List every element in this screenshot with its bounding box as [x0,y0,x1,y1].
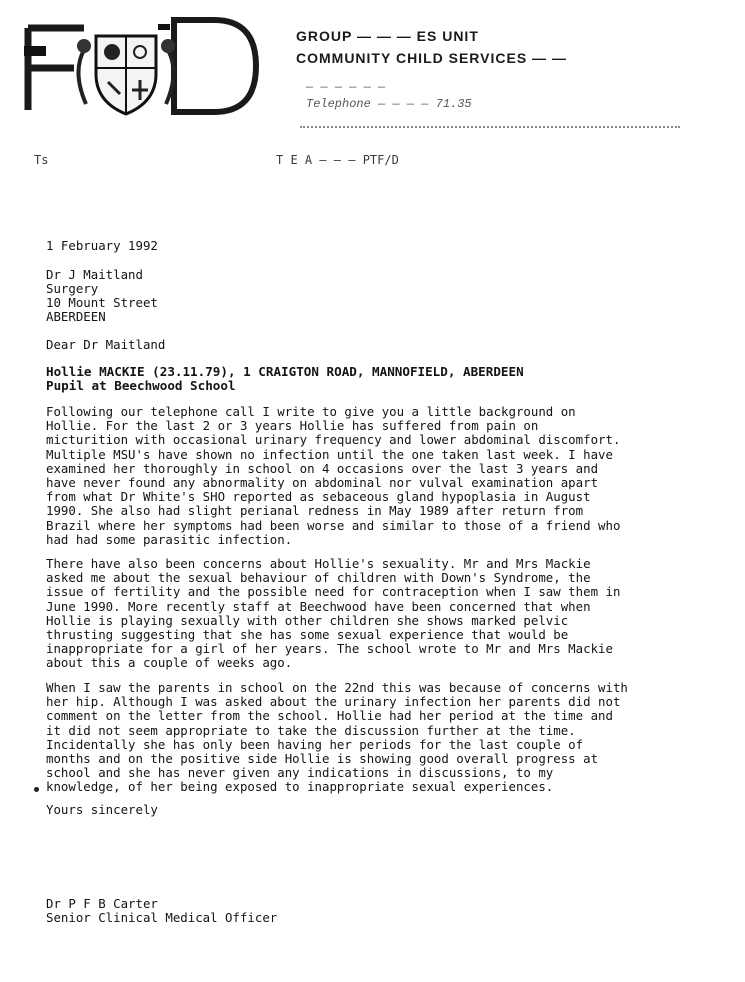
paragraph-line: from what Dr White's SHO reported as sebaceous gland hypoplasia in August [46,489,591,505]
paragraph-line: Hollie is playing sexually with other children she shows marked pelvic [46,612,569,628]
body-paragraph-1 [46,405,686,547]
letterhead-divider [300,126,680,128]
paragraph-line: micturition with occasional urinary frequency and lower abdominal discomfort. [46,432,621,448]
letterhead-logo [24,10,266,122]
paragraph-line: had had some parasitic infection. [46,531,293,547]
paragraph-line: knowledge, of her being exposed to inappropriate sexual experiences. [46,779,554,795]
paragraph-line: examined her thoroughly in school on 4 occasions over the last 3 years and [46,460,599,476]
recipient-city: ABERDEEN [46,309,106,324]
paragraph-line: Incidentally she has only been having her periods for the last couple of [46,736,584,752]
signature-name: Dr P F B Carter [46,896,158,911]
letterhead-address-line: — — — — — — [306,80,386,94]
your-reference: T E A — — — PTF/D [276,153,399,167]
paragraph-line: inappropriate for a girl of her years. The school wrote to Mr and Mrs Mackie [46,641,613,657]
paragraph-line: school and she has never given any indications in discussions, to my [46,765,554,781]
salutation: Dear Dr Maitland [46,337,166,352]
paragraph-line: months and on the positive side Hollie is showing good overall progress at [46,751,599,767]
recipient-name: Dr J Maitland [46,267,143,282]
paragraph-line: have never found any abnormality on abdominal nor vulval examination apart [46,475,599,491]
paragraph-line: Brazil where her symptoms had been worse and similar to those of a friend who [46,517,621,533]
body-paragraph-3 [46,681,686,795]
paragraph-line: Multiple MSU's have shown no infection until the one taken last week. I have [46,446,613,462]
body-paragraph-2 [46,557,686,671]
paragraph-line: 1990. She also had slight perianal redness in May 1989 after return from [46,503,584,519]
scan-speck [34,787,39,792]
closing: Yours sincerely [46,802,158,817]
paragraph-line: about this a couple of weeks ago. [46,655,293,671]
letterhead-phone-line: Telephone — — — — 71.35 [306,97,472,111]
paragraph-line: Hollie. For the last 2 or 3 years Hollie has suffered from pain on [46,418,539,434]
subject-line-2: Pupil at Beechwood School [46,378,236,393]
paragraph-line: June 1990. More recently staff at Beechwood have been concerned that when [46,598,591,614]
paragraph-line: issue of fertility and the possible need for contraception when I saw them in [46,584,621,600]
letterhead-unit-line: GROUP — — — ES UNIT [296,28,479,44]
subject-line-1: Hollie MACKIE (23.11.79), 1 CRAIGTON ROAD, MANNOFIELD, ABERDEEN [46,364,524,379]
our-reference: Ts [34,153,49,167]
paragraph-line: Following our telephone call I write to give you a little background on [46,404,576,419]
paragraph-line: comment on the letter from the school. Hollie had her period at the time and [46,708,613,724]
paragraph-line: There have also been concerns about Hollie's sexuality. Mr and Mrs Mackie [46,556,591,571]
paragraph-line: it did not seem appropriate to take the discussion further at the time. [46,722,576,738]
recipient-street: 10 Mount Street [46,295,158,310]
signature-title: Senior Clinical Medical Officer [46,910,278,925]
paragraph-line: her hip. Although I was asked about the urinary infection her parents did not [46,694,621,710]
paragraph-line: thrusting suggesting that she has some sexual experience that would be [46,627,569,643]
paragraph-line: asked me about the sexual behaviour of children with Down's Syndrome, the [46,570,591,586]
letter-date: 1 February 1992 [46,238,158,253]
letterhead-services-line: COMMUNITY CHILD SERVICES — — [296,50,567,66]
recipient-line2: Surgery [46,281,99,296]
paragraph-line: When I saw the parents in school on the 22nd this was because of concerns with [46,680,628,695]
